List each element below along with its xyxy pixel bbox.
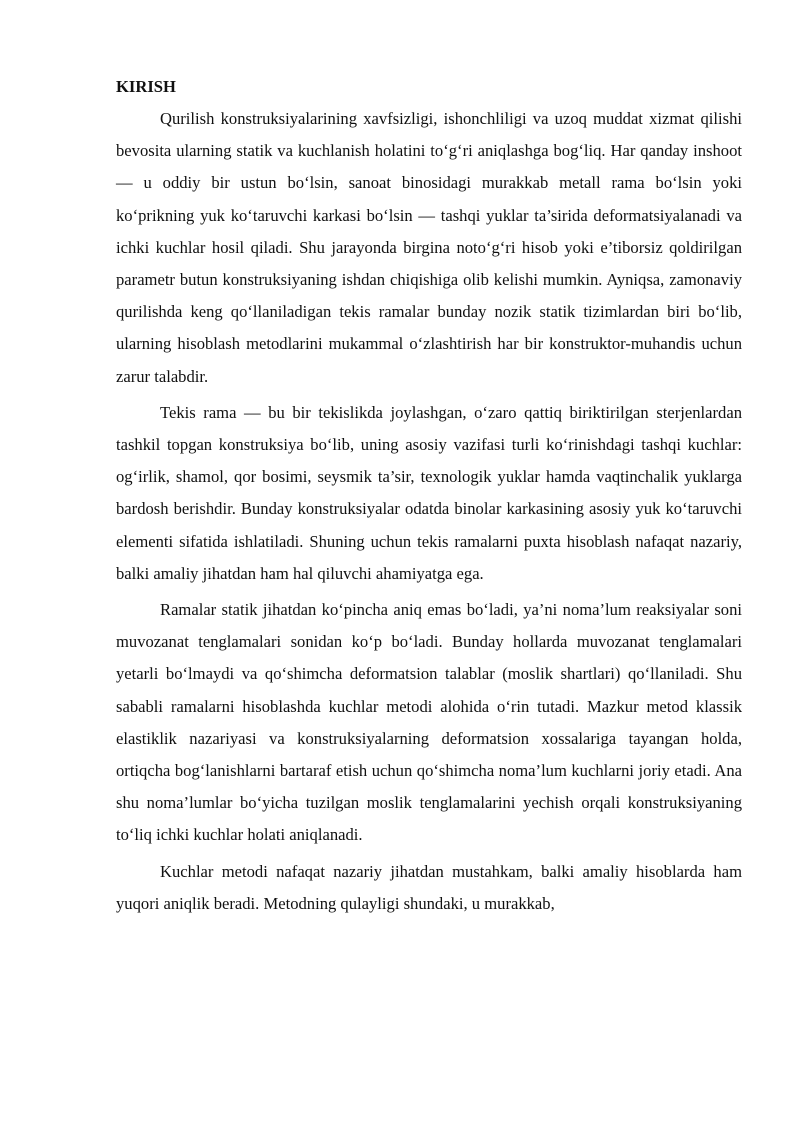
- section-heading: KIRISH: [116, 77, 176, 96]
- document-body: [116, 75, 742, 924]
- paragraph-4: Kuchlar metodi nafaqat nazariy jihatdan mustahkam, balki amaliy hisoblarda ham yuqori aniqlik beradi. Metodning qulayligi shundaki, u murakkab,: [116, 861, 742, 913]
- paragraph-1: Qurilish konstruksiyalarining xavfsizligi, ishonchliligi va uzoq muddat xizmat qilishi bevosita ularning statik va kuchlanish holatini to‘g‘ri aniqlashga bog‘liq. Har qanday inshoot — u oddiy bir ustun bo‘lsin, sanoat binosidagi murakkab metall rama bo‘lsin yoki ko‘prikning yuk ko‘taruvchi karkasi bo‘lsin — tashqi yuklar ta’sirida deformatsiyalanadi va ichki kuchlar hosil qiladi. Shu jarayonda birgina noto‘g‘ri hisob yoki e’tiborsiz qoldirilgan parametr butun konstruksiyaning ishdan chiqishiga olib kelishi mumkin. Ayniqsa, zamonaviy qurilishda keng qo‘llaniladigan tekis ramalar bunday nozik statik tizimlardan biri bo‘lib, ularning hisoblash metodlarini mukammal o‘zlashtirish har bir konstruktor-muhandis uchun zarur talabdir.: [116, 109, 742, 386]
- paragraph-3: Ramalar statik jihatdan ko‘pincha aniq emas bo‘ladi, ya’ni noma’lum reaksiyalar soni muvozanat tenglamalari sonidan ko‘p bo‘ladi. Bunday hollarda muvozanat tenglamalari yetarli bo‘lmaydi va qo‘shimcha deformatsion talablar (moslik shartlari) qo‘llaniladi. Shu sababli ramalarni hisoblashda kuchlar metodi alohida o‘rin tutadi. Mazkur metod klassik elastiklik nazariyasi va konstruksiyalarning deformatsion xossalariga tayangan holda, ortiqcha bog‘lanishlarni bartaraf etish uchun qo‘shimcha noma’lum kuchlarni joriy etadi. Ana shu noma’lumlar bo‘yicha tuzilgan moslik tenglamalarini yechish orqali konstruksiyaning to‘liq ichki kuchlar holati aniqlanadi.: [116, 600, 742, 845]
- paragraph-2: Tekis rama — bu bir tekislikda joylashgan, o‘zaro qattiq biriktirilgan sterjenlardan tashkil topgan konstruksiya bo‘lib, uning asosiy vazifasi turli ko‘rinishdagi tashqi kuchlar: og‘irlik, shamol, qor bosimi, seysmik ta’sir, texnologik yuklar hamda vaqtinchalik yuklarga bardosh berishdir. Bunday konstruksiyalar odatda binolar karkasining asosiy yuk ko‘taruvchi elementi sifatida ishlatiladi. Shuning uchun tekis ramalarni puxta hisoblash nafaqat nazariy, balki amaliy jihatdan ham hal qiluvchi ahamiyatga ega.: [116, 402, 742, 583]
